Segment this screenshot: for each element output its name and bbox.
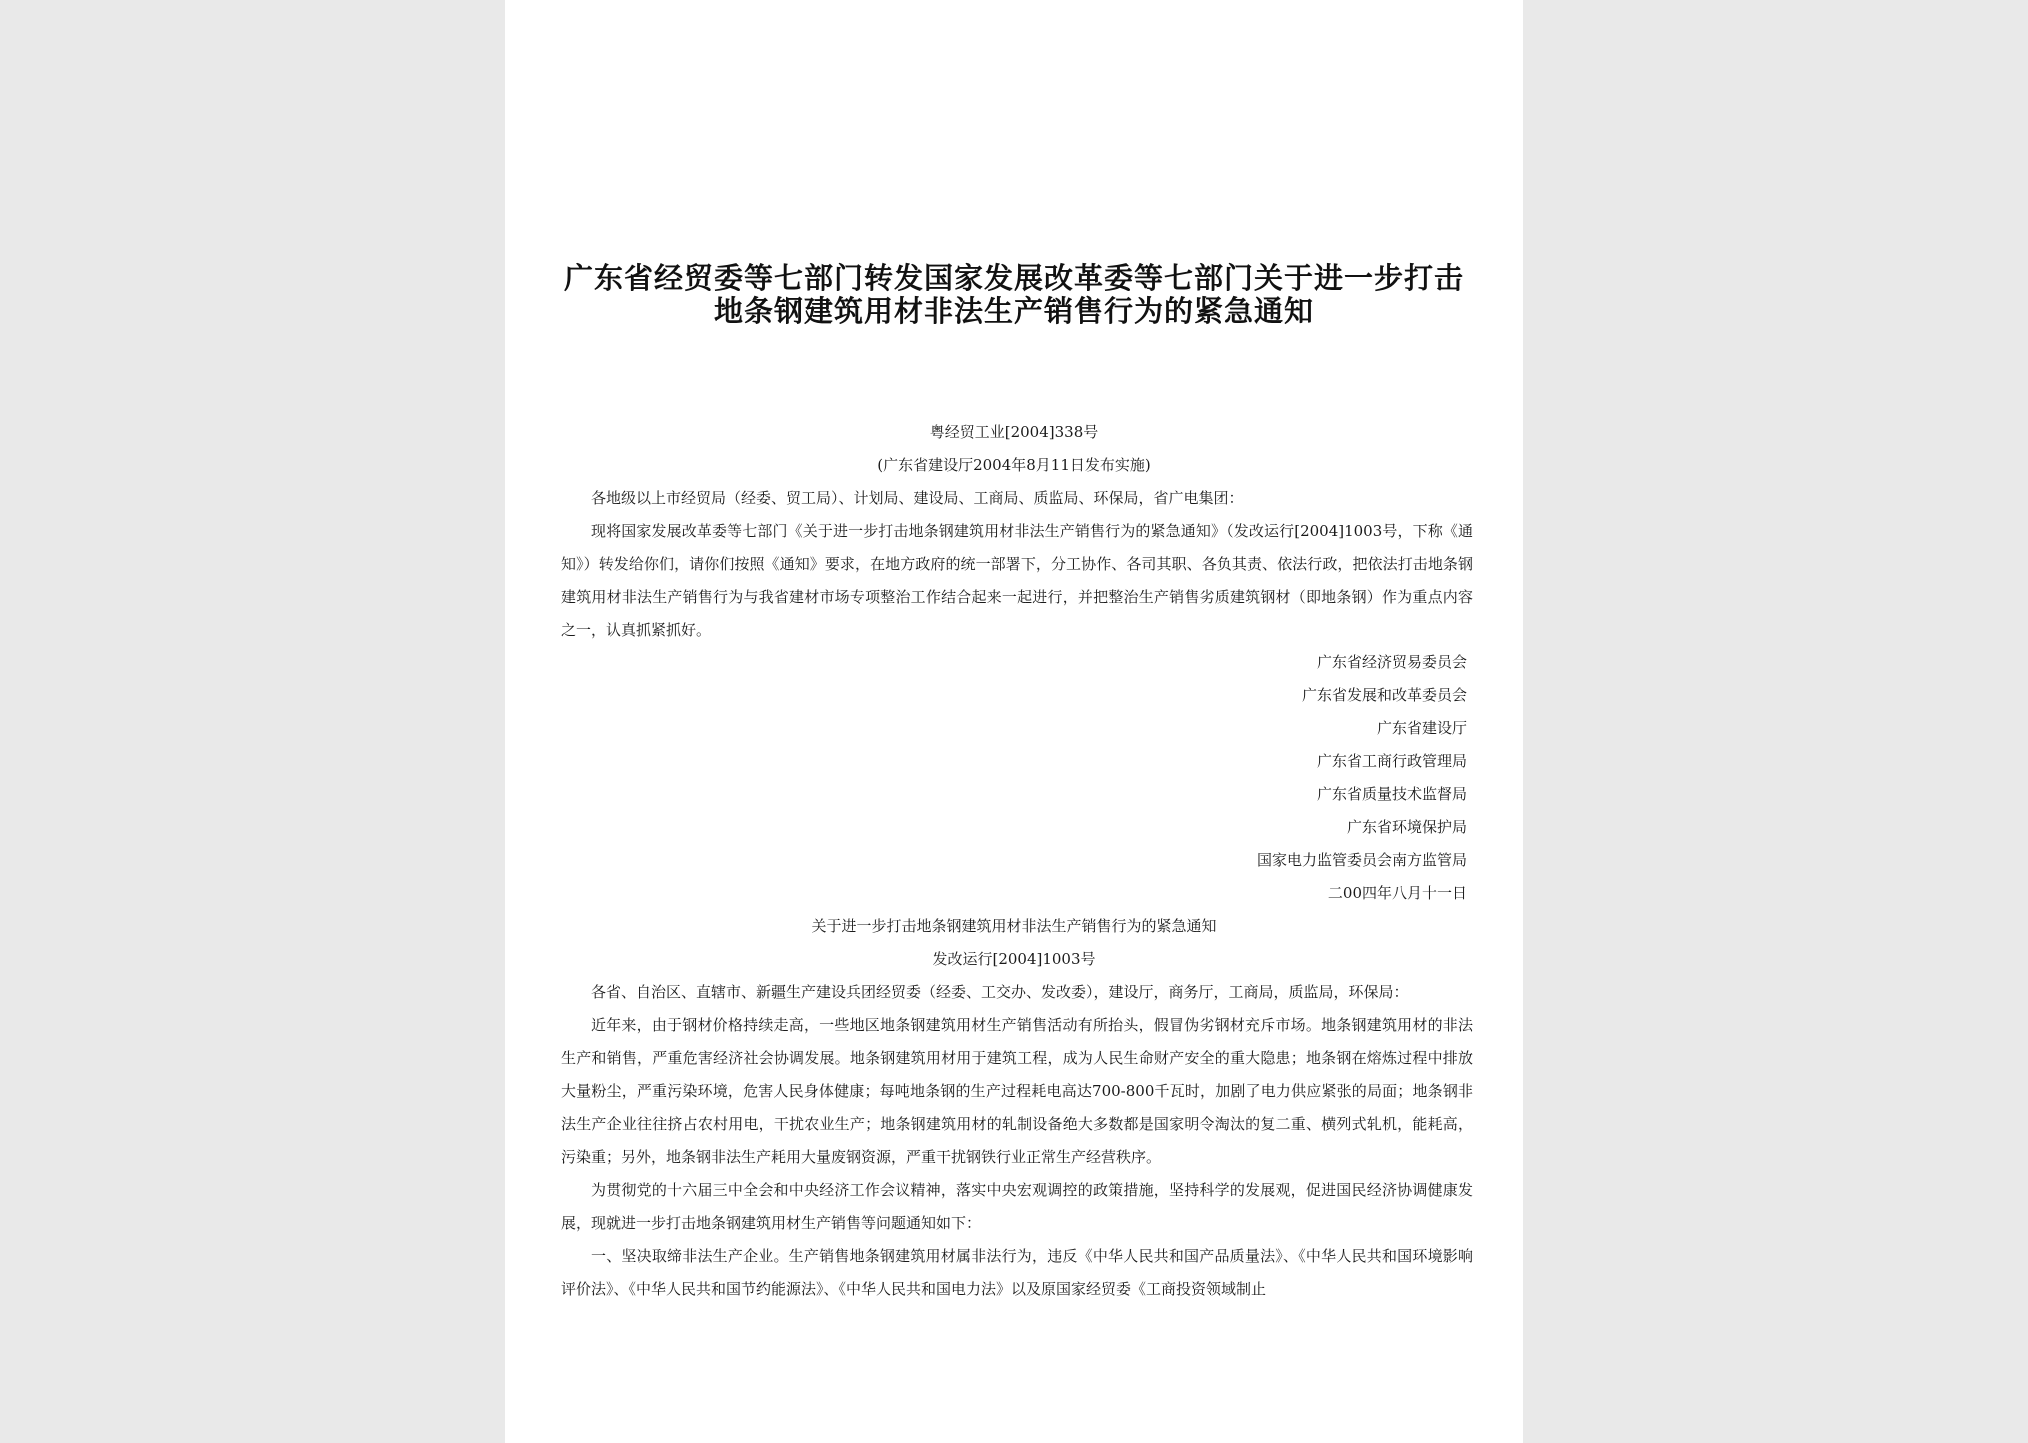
issue-date: 二00四年八月十一日 — [1327, 884, 1467, 902]
document-title: 广东省经贸委等七部门转发国家发展改革委等七部门关于进一步打击地条钢建筑用材非法生产销售行为的紧急通知 — [563, 261, 1464, 328]
paragraph: 近年来，由于钢材价格持续走高，一些地区地条钢建筑用材生产销售活动有所抬头，假冒伪劣钢材充斥市场。地条钢建筑用材的非法生产和销售，严重危害经济社会协调发展。地条钢建筑用材用于建筑工程，成为人民生命财产安全的重大隐患；地条钢在熔炼过程中排放大量粉尘，严重污染环境，危害人民身体健康；每吨地条钢的生产过程耗电高达700-800千瓦时，加剧了电力供应紧张的局面；地条钢非法生产企业往往挤占农村用电，干扰农业生产；地条钢建筑用材的轧制设备绝大多数都是国家明令淘汰的复二重、横列式轧机，能耗高，污染重；另外，地条钢非法生产耗用大量废钢资源，严重干扰钢铁行业正常生产经营秩序。 — [561, 1016, 1473, 1166]
signatory-3: 广东省建设厅 — [1376, 719, 1467, 737]
body-paragraph: 现将国家发展改革委等七部门《关于进一步打击地条钢建筑用材非法生产销售行为的紧急通知》（发改运行[2004]1003号，下称《通知》）转发给你们，请你们按照《通知》要求，在地方政府的统一部署下，分工协作、各司其职、各负其责、依法行政，把依法打击地条钢建筑用材非法生产销售行为与我省建材市场专项整治工作结合起来一起进行，并把整治生产销售劣质建筑钢材（即地条钢）作为重点内容之一，认真抓紧抓好。 — [561, 522, 1473, 639]
paragraph: 一、坚决取缔非法生产企业。生产销售地条钢建筑用材属非法行为，违反《中华人民共和国产品质量法》、《中华人民共和国环境影响评价法》、《中华人民共和国节约能源法》、《中华人民共和国电力法》以及原国家经贸委《工商投资领域制止 — [561, 1247, 1473, 1298]
signatory-7: 国家电力监管委员会南方监管局 — [1256, 851, 1467, 869]
document-page — [505, 0, 1523, 1443]
issue-note: (广东省建设厅2004年8月11日发布实施) — [877, 456, 1151, 474]
signatory-6: 广东省环境保护局 — [1346, 818, 1467, 836]
sub-number: 发改运行[2004]1003号 — [932, 950, 1096, 968]
signatory-4: 广东省工商行政管理局 — [1316, 752, 1467, 770]
signatory-5: 广东省质量技术监督局 — [1316, 785, 1467, 803]
sub-addressees: 各省、自治区、直辖市、新疆生产建设兵团经贸委（经委、工交办、发改委），建设厅，商务厅，工商局，质监局，环保局： — [591, 983, 1409, 1001]
notice-body — [561, 482, 1473, 647]
sub-title: 关于进一步打击地条钢建筑用材非法生产销售行为的紧急通知 — [811, 917, 1217, 935]
signatory-2: 广东省发展和改革委员会 — [1301, 686, 1467, 704]
addressees: 各地级以上市经贸局（经委、贸工局）、计划局、建设局、工商局、质监局、环保局，省广电集团： — [591, 489, 1244, 507]
sub-body — [561, 976, 1473, 1306]
paragraph: 为贯彻党的十六届三中全会和中央经济工作会议精神，落实中央宏观调控的政策措施，坚持科学的发展观，促进国民经济协调健康发展，现就进一步打击地条钢建筑用材生产销售等问题通知如下： — [561, 1181, 1473, 1232]
signatory-1: 广东省经济贸易委员会 — [1316, 653, 1467, 671]
doc-number: 粤经贸工业[2004]338号 — [929, 423, 1099, 441]
